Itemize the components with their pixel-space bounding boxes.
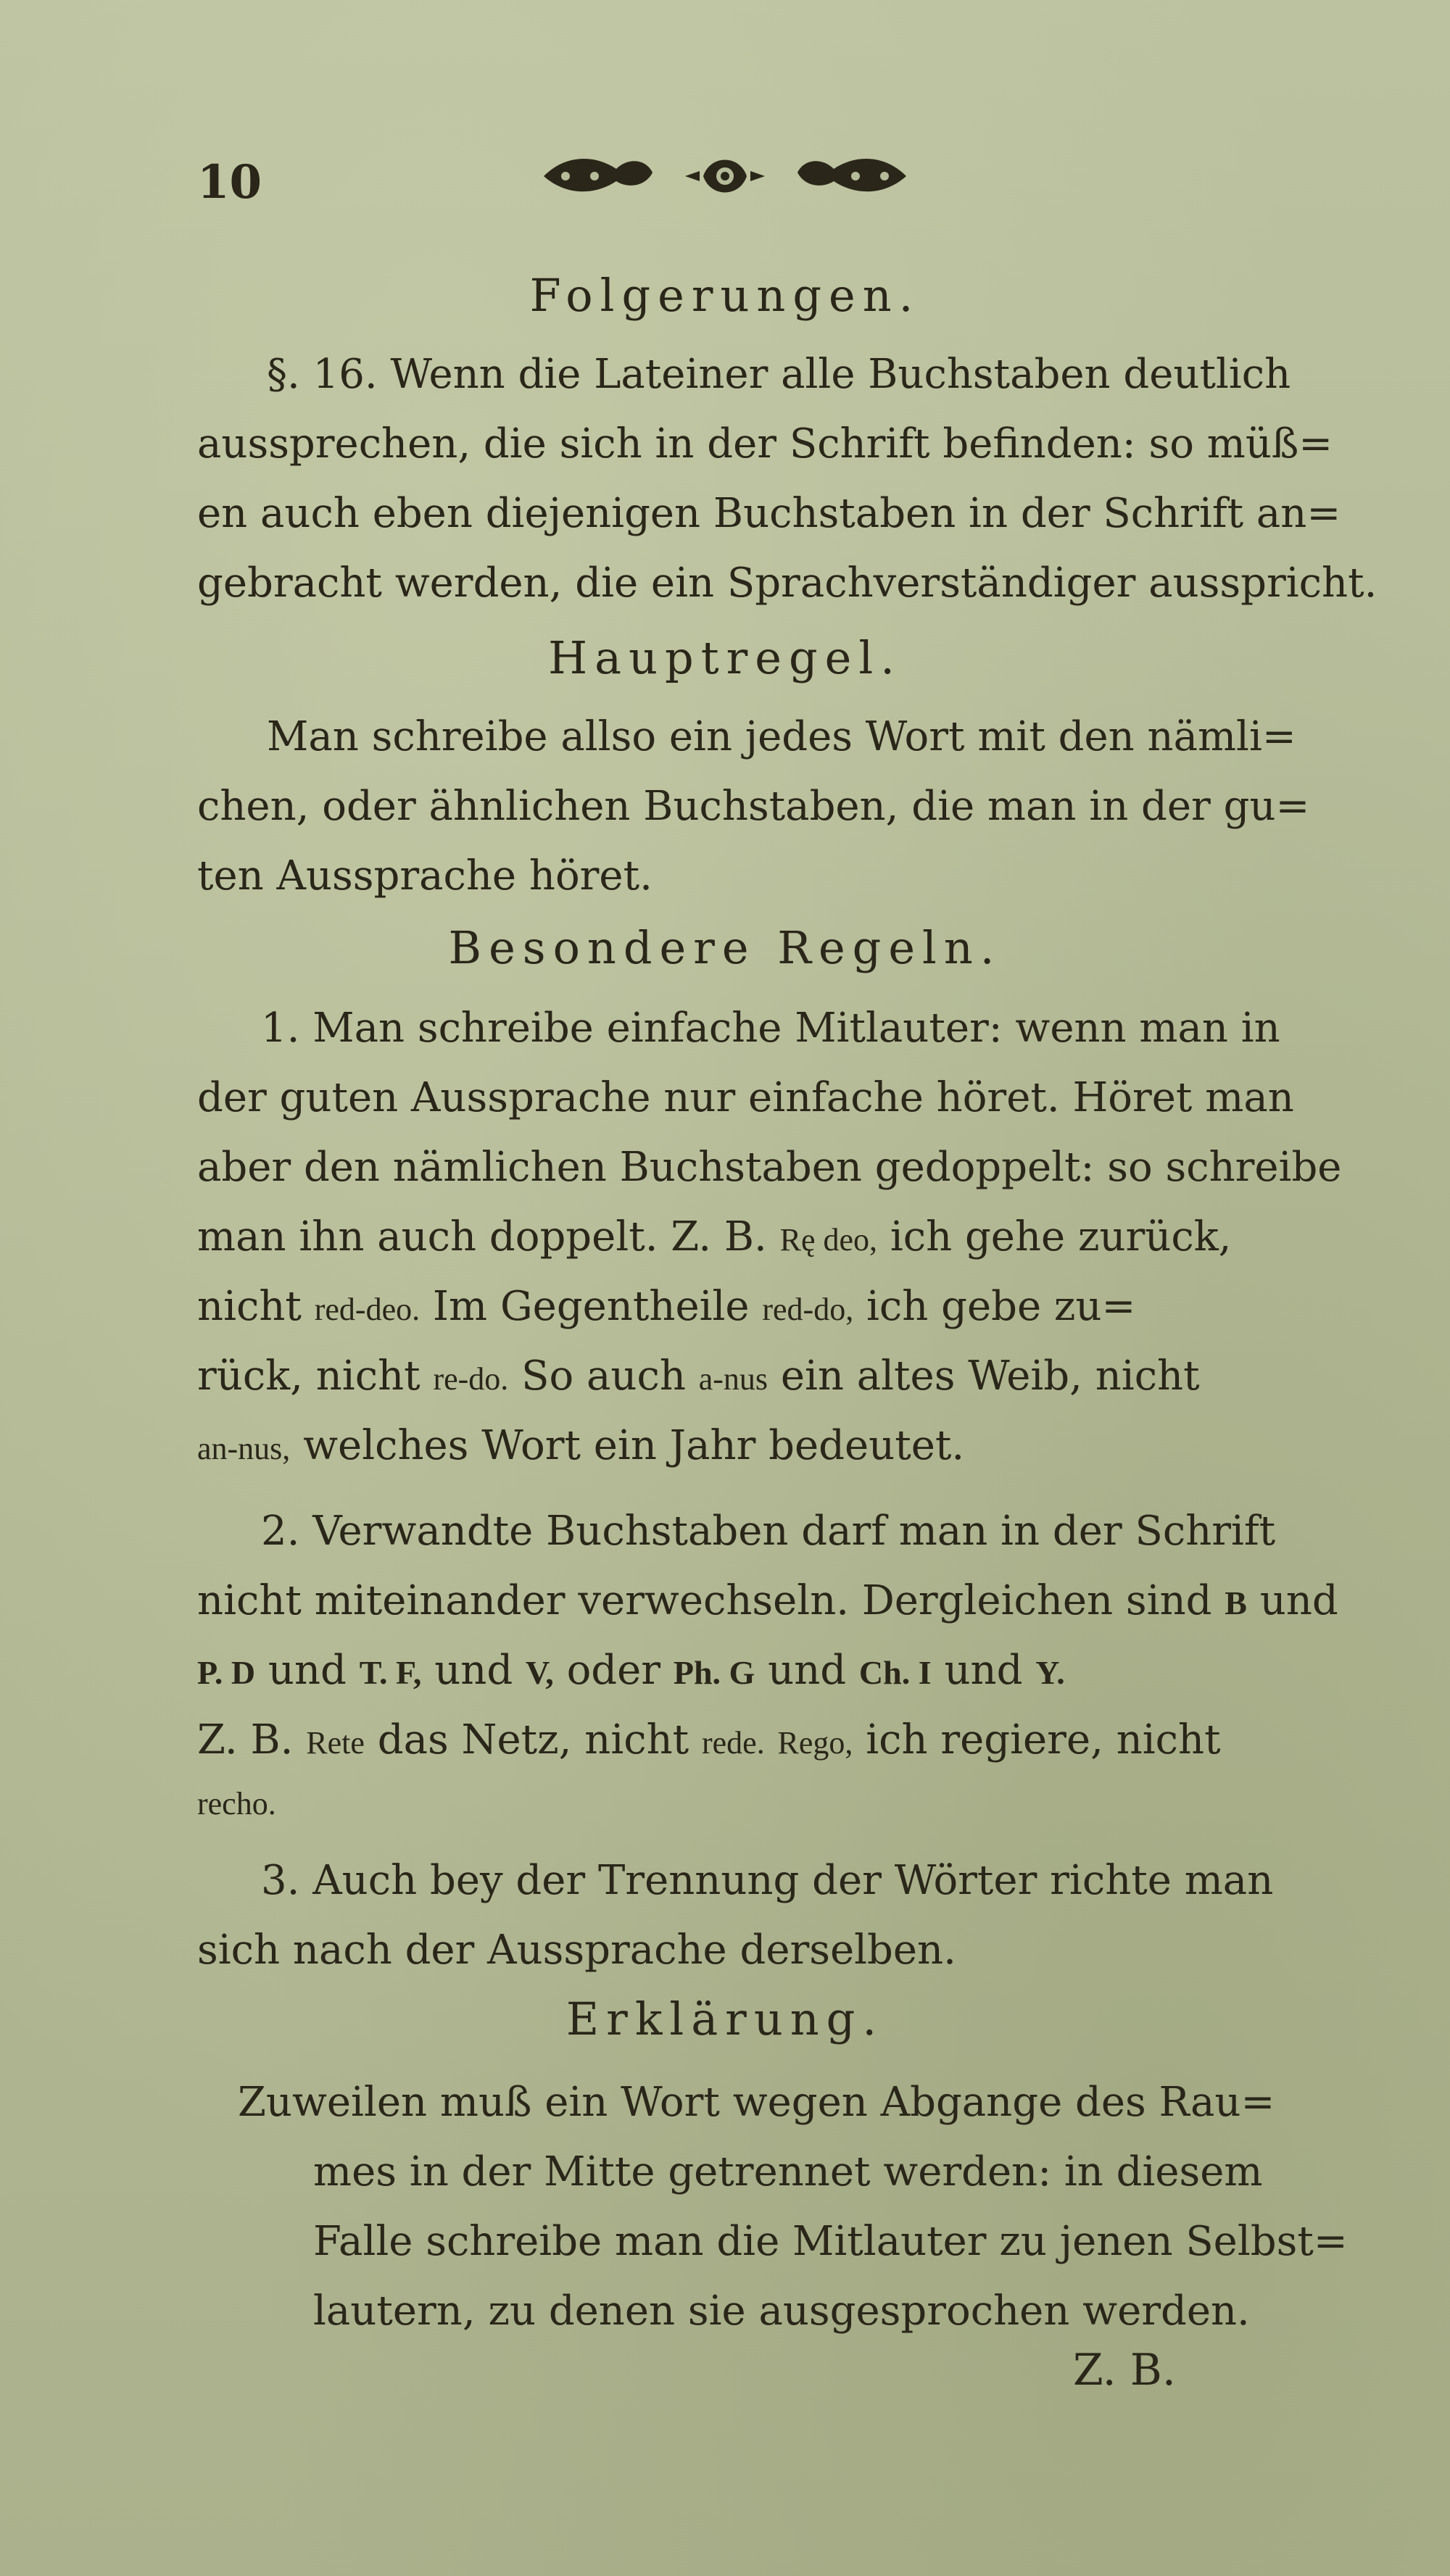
text-line: en auch eben diejenigen Buchstaben in der Schrift an= [197, 490, 1341, 537]
text-line: der guten Aussprache nur einfache höret. Höret man [197, 1074, 1294, 1121]
latin-word: re-do. [433, 1361, 509, 1397]
latin-word: Rete [306, 1725, 365, 1761]
german-text: welches Wort ein Jahr bedeutet. [303, 1422, 965, 1469]
latin-letter: B [1225, 1584, 1247, 1621]
text-line: gebracht werden, die ein Sprachverständiger ausspricht. [197, 560, 1378, 607]
text-line: §. 16. Wenn die Lateiner alle Buchstaben deutlich [267, 351, 1291, 398]
text-line [197, 1281, 1135, 1335]
german-text: ein altes Weib, nicht [780, 1353, 1200, 1400]
text-line: lautern, zu denen sie ausgesprochen werden. [313, 2288, 1250, 2335]
german-text: Z. B. [197, 1716, 294, 1763]
latin-word: a-nus [698, 1361, 768, 1397]
text-line: sich nach der Aussprache derselben. [197, 1927, 956, 1974]
text-line: aber den nämlichen Buchstaben gedoppelt: so schreibe [197, 1144, 1342, 1191]
printer-ornament-icon [536, 144, 914, 209]
text-line [197, 1776, 276, 1829]
text-line: Zuweilen muß ein Wort wegen Abgange des Rau= [238, 2079, 1275, 2126]
text-line: Falle schreibe man die Mitlauter zu jenen Selbst= [313, 2218, 1348, 2265]
german-text: nicht miteinander verwechseln. Dergleichen sind [197, 1577, 1212, 1624]
german-text: das Netz, nicht [377, 1716, 689, 1763]
german-text: man ihn auch doppelt. Z. B. [197, 1213, 767, 1260]
latin-letter: Ph. [673, 1654, 721, 1691]
latin-word: red-do, [762, 1292, 854, 1327]
german-text: nicht [197, 1283, 302, 1330]
latin-letter: F, [387, 1654, 422, 1691]
german-text: und [931, 1647, 1036, 1694]
latin-word: rede. [702, 1725, 765, 1761]
catchword: Z. B. [1073, 2345, 1176, 2396]
latin-letter: Y. [1035, 1654, 1065, 1691]
latin-letter: T. [359, 1654, 388, 1691]
text-line: 3. Auch bey der Trennung der Wörter richte man [261, 1857, 1274, 1904]
page-number: 10 [197, 155, 262, 209]
german-text: und [1259, 1577, 1338, 1624]
german-text: und [255, 1647, 360, 1694]
text-line: 1. Man schreibe einfache Mitlauter: wenn man in [261, 1005, 1280, 1052]
text-line: chen, oder ähnlichen Buchstaben, die man in der gu= [197, 783, 1310, 830]
text-line [197, 1212, 1231, 1266]
latin-letter: Ch. [858, 1654, 911, 1691]
letter-pairs-line [197, 1645, 1065, 1698]
text-line: ten Aussprache höret. [197, 852, 652, 899]
heading-besondere-regeln: Besondere Regeln. [448, 921, 1002, 974]
text-line: aussprechen, die sich in der Schrift befinden: so müß= [197, 420, 1333, 468]
heading-hauptregel: Hauptregel. [548, 631, 902, 684]
text-line [197, 1351, 1200, 1405]
german-text: Im Gegentheile [432, 1283, 750, 1330]
latin-letter: V, [525, 1654, 554, 1691]
heading-folgerungen: Folgerungen. [529, 269, 921, 322]
text-line: mes in der Mitte getrennet werden: in diesem [313, 2148, 1263, 2195]
latin-letter: P. [197, 1654, 223, 1691]
german-text: oder [553, 1647, 674, 1694]
heading-erklaerung: Erklärung. [566, 1993, 884, 2045]
latin-word: an-nus, [197, 1431, 291, 1466]
latin-letter: G [721, 1654, 755, 1691]
latin-word: Rego, [777, 1725, 853, 1761]
text-line [197, 1421, 964, 1474]
text-line [197, 1576, 1338, 1629]
latin-letter: D [223, 1654, 256, 1691]
german-text: ich regiere, nicht [866, 1716, 1221, 1763]
latin-word: recho. [197, 1786, 276, 1821]
german-text: und [421, 1647, 526, 1694]
latin-letter: I [910, 1654, 932, 1691]
text-line: Man schreibe allso ein jedes Wort mit den nämli= [267, 713, 1296, 760]
text-line [197, 1715, 1221, 1769]
latin-word: red-deo. [314, 1292, 420, 1327]
german-text: ich gebe zu= [866, 1283, 1136, 1330]
text-line: 2. Verwandte Buchstaben darf man in der Schrift [261, 1508, 1276, 1555]
latin-word: Rę deo, [779, 1222, 877, 1258]
german-text: So auch [521, 1353, 686, 1400]
german-text: rück, nicht [197, 1353, 420, 1400]
german-text: und [755, 1647, 859, 1694]
german-text: ich gehe zurück, [890, 1213, 1232, 1260]
